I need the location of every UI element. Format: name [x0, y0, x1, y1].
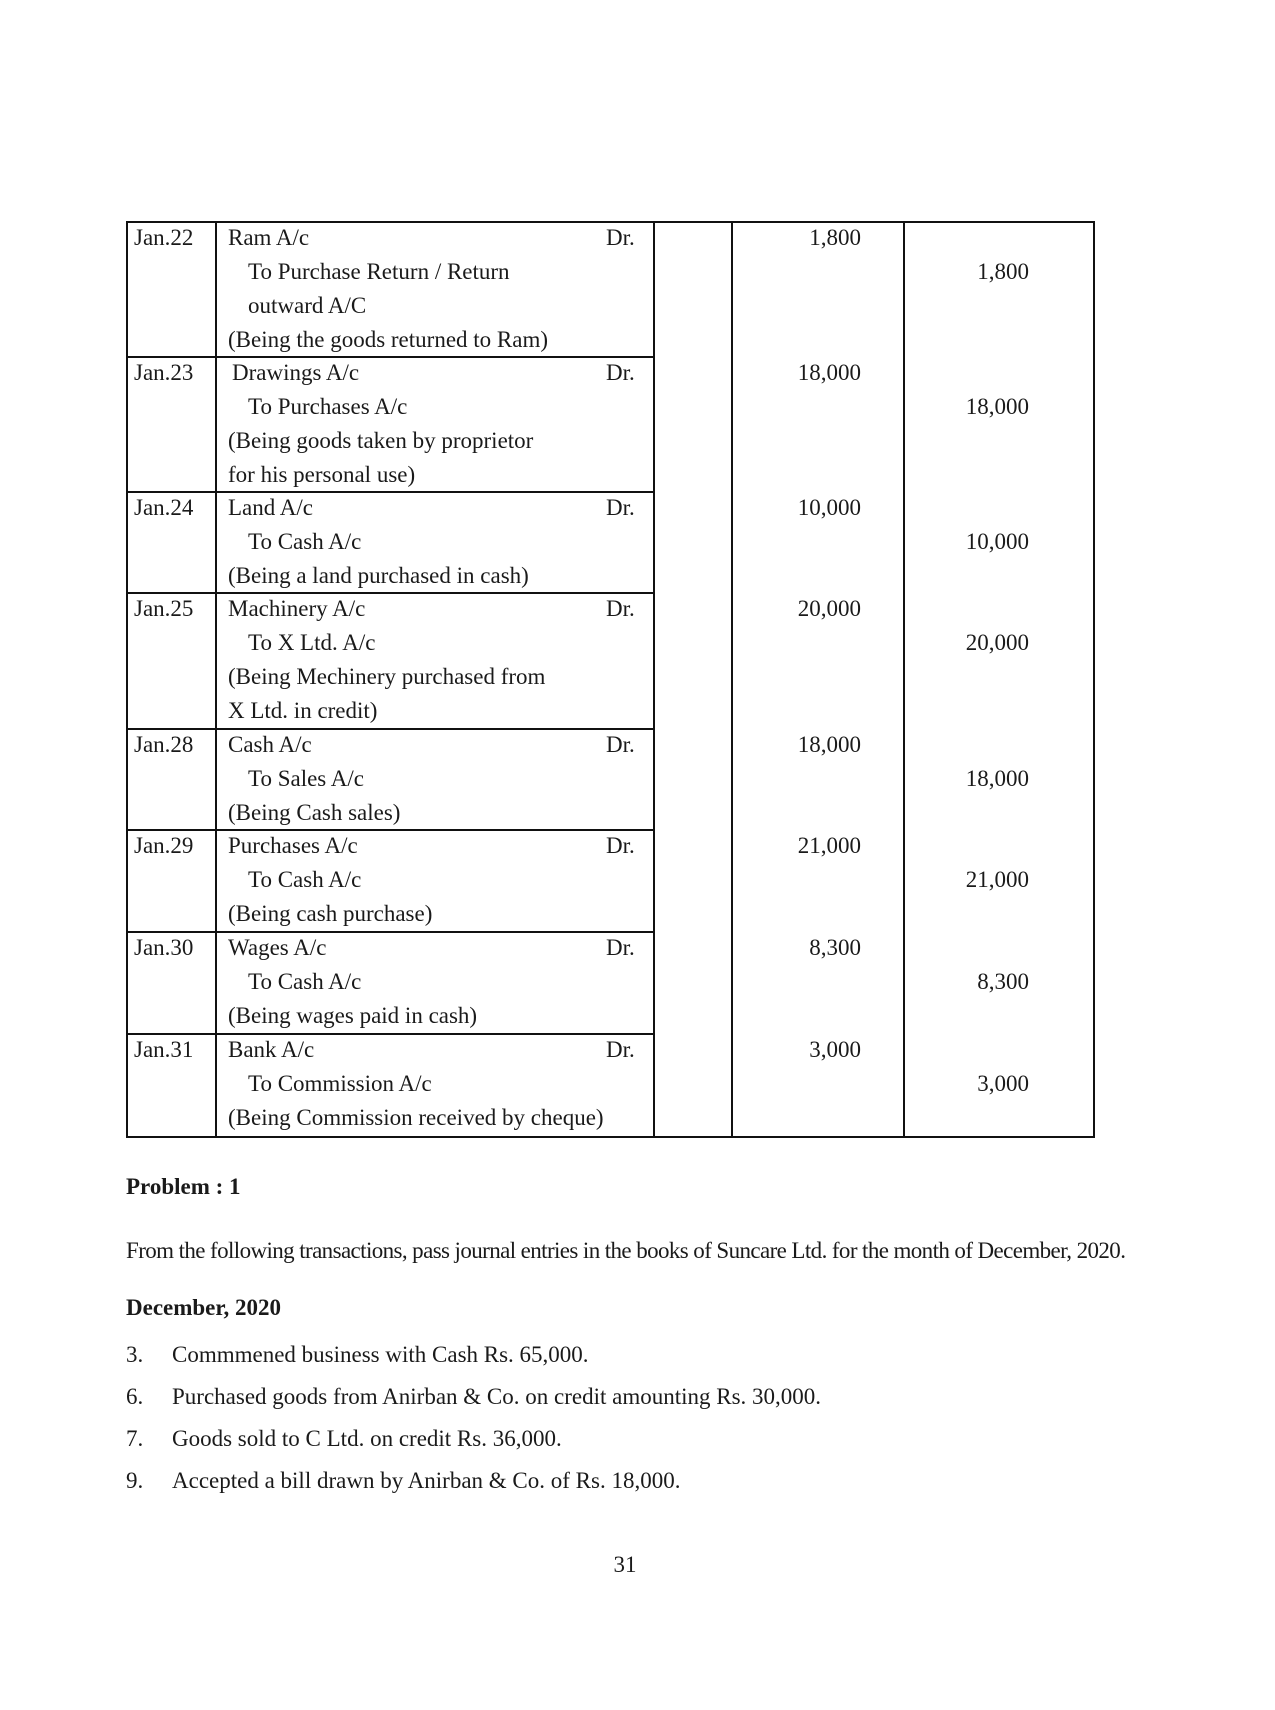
- credit-amount: 8,300: [977, 969, 1029, 994]
- transaction-date: 7.: [126, 1426, 144, 1451]
- page-number: 31: [613, 1552, 637, 1577]
- credit-account: To Purchases A/c: [248, 394, 408, 419]
- entry-particulars: [228, 221, 548, 357]
- credit-amount: 10,000: [965, 529, 1029, 554]
- credit-amount: 20,000: [965, 630, 1029, 655]
- entry-date: Jan.28: [134, 732, 194, 757]
- credit-amount: 18,000: [965, 394, 1029, 419]
- transaction-text: Commmened business with Cash Rs. 65,000.: [172, 1342, 589, 1367]
- narration: (Being the goods returned to Ram): [228, 327, 549, 352]
- debit-amount: 20,000: [797, 596, 861, 621]
- dr-mark: Dr.: [606, 1037, 635, 1062]
- debit-account: Land A/c: [228, 495, 313, 520]
- table-border-left: [126, 221, 128, 1138]
- entry-date: Jan.31: [134, 1037, 194, 1062]
- entry-date: Jan.22: [134, 225, 194, 250]
- entry-particulars: [228, 356, 533, 492]
- entry-date: Jan.25: [134, 596, 194, 621]
- narration: (Being wages paid in cash): [228, 1003, 478, 1028]
- entry-date: Jan.24: [134, 495, 194, 520]
- debit-amount: 3,000: [809, 1037, 861, 1062]
- debit-amount: 18,000: [797, 732, 861, 757]
- credit-account-cont: outward A/C: [248, 293, 367, 318]
- entry-particulars: [228, 592, 545, 728]
- debit-amount: 1,800: [809, 225, 861, 250]
- credit-amount: 1,800: [977, 259, 1029, 284]
- debit-amount: 10,000: [797, 495, 861, 520]
- narration: (Being Mechinery purchased from: [228, 664, 546, 689]
- transaction-date: 3.: [126, 1342, 144, 1367]
- debit-account: Cash A/c: [228, 732, 312, 757]
- lf-column-rule: [731, 221, 733, 1138]
- entry-particulars: [228, 491, 529, 593]
- debit-account: Ram A/c: [228, 225, 310, 250]
- dr-mark: Dr.: [606, 495, 635, 520]
- narration: (Being Cash sales): [228, 800, 401, 825]
- credit-amount: 3,000: [977, 1071, 1029, 1096]
- entry-date: Jan.23: [134, 360, 194, 385]
- debit-account: Drawings A/c: [232, 360, 360, 385]
- transaction-date: 6.: [126, 1384, 144, 1409]
- entry-date: Jan.30: [134, 935, 194, 960]
- narration-cont: X Ltd. in credit): [228, 698, 378, 723]
- debit-amount: 21,000: [797, 833, 861, 858]
- debit-account: Machinery A/c: [228, 596, 366, 621]
- credit-account: To Cash A/c: [248, 867, 362, 892]
- credit-amount: 18,000: [965, 766, 1029, 791]
- credit-account: To Cash A/c: [248, 529, 362, 554]
- credit-account: To Cash A/c: [248, 969, 362, 994]
- dr-mark: Dr.: [606, 360, 635, 385]
- credit-amount: 21,000: [965, 867, 1029, 892]
- debit-amount: 18,000: [797, 360, 861, 385]
- table-border-right: [1093, 221, 1095, 1138]
- problem-title: Problem : 1: [126, 1174, 241, 1199]
- entry-particulars: [228, 1033, 604, 1135]
- transaction-text: Accepted a bill drawn by Anirban & Co. of Rs. 18,000.: [172, 1468, 681, 1493]
- credit-account: To Sales A/c: [248, 766, 364, 791]
- transaction-text: Purchased goods from Anirban & Co. on credit amounting Rs. 30,000.: [172, 1384, 822, 1409]
- debit-account: Purchases A/c: [228, 833, 358, 858]
- dr-mark: Dr.: [606, 732, 635, 757]
- table-border-bottom: [126, 1136, 1095, 1138]
- dr-mark: Dr.: [606, 833, 635, 858]
- narration: (Being cash purchase): [228, 901, 433, 926]
- particulars-column-rule: [653, 221, 655, 1138]
- month-heading: December, 2020: [126, 1295, 281, 1320]
- transaction-date: 9.: [126, 1468, 144, 1493]
- debit-column-rule: [903, 221, 905, 1138]
- narration: (Being Commission received by cheque): [228, 1105, 604, 1130]
- credit-account: To Purchase Return / Return: [248, 259, 510, 284]
- date-column-rule: [215, 221, 217, 1138]
- entry-particulars: [228, 728, 400, 830]
- entry-date: Jan.29: [134, 833, 194, 858]
- problem-statement: From the following transactions, pass journal entries in the books of Suncare Ltd. for the month of December, 2020.: [126, 1238, 1126, 1263]
- narration: (Being goods taken by proprietor: [228, 428, 534, 453]
- entry-particulars: [228, 829, 432, 931]
- credit-account: To X Ltd. A/c: [248, 630, 376, 655]
- transaction-text: Goods sold to C Ltd. on credit Rs. 36,000.: [172, 1426, 562, 1451]
- entry-particulars: [228, 931, 477, 1033]
- debit-amount: 8,300: [809, 935, 861, 960]
- narration-cont: for his personal use): [228, 462, 416, 487]
- dr-mark: Dr.: [606, 596, 635, 621]
- credit-account: To Commission A/c: [248, 1071, 432, 1096]
- dr-mark: Dr.: [606, 225, 635, 250]
- dr-mark: Dr.: [606, 935, 635, 960]
- journal-table: [126, 221, 1095, 1138]
- narration: (Being a land purchased in cash): [228, 563, 529, 588]
- debit-account: Wages A/c: [228, 935, 327, 960]
- debit-account: Bank A/c: [228, 1037, 315, 1062]
